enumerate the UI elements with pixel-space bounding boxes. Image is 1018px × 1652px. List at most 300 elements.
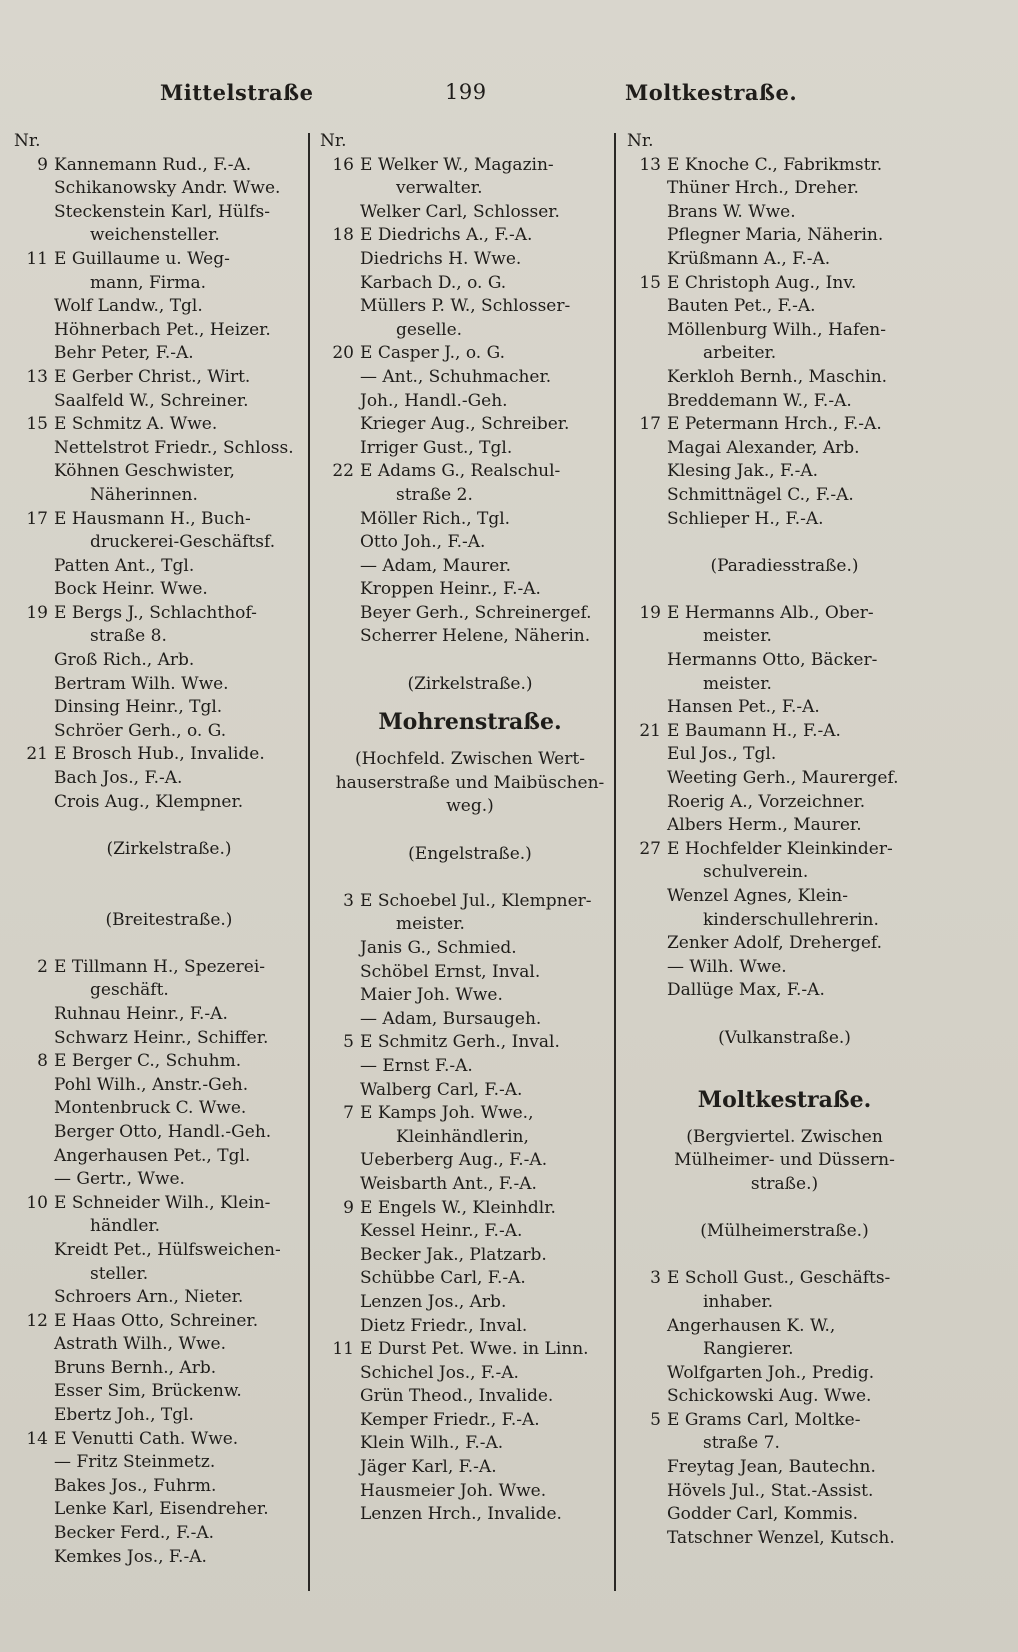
resident-line: [320, 1503, 620, 1527]
entry-text: Joh., Handl.-Geh.: [360, 390, 508, 411]
entry-text: schulverein.: [703, 862, 809, 883]
entry-text: Zenker Adolf, Drehergef.: [667, 933, 883, 954]
street-title: Moltkestraße.: [697, 1086, 872, 1113]
resident-line: [627, 979, 942, 1003]
street-note: Mülheimer- und Düssern-: [674, 1150, 895, 1171]
entry-text: E Petermann Hrch., F.-A.: [667, 414, 882, 435]
entry-text: Magai Alexander, Arb.: [667, 437, 860, 458]
house-entry: [14, 602, 324, 626]
entry-text: Kannemann Rud., F.-A.: [54, 154, 252, 175]
entry-text: Diedrichs H. Wwe.: [360, 248, 522, 269]
house-number: 21: [639, 720, 661, 741]
resident-line: [627, 1362, 942, 1386]
resident-line: [627, 1480, 942, 1504]
street-note: (Breitestraße.): [105, 909, 233, 930]
house-number: 15: [639, 272, 661, 293]
house-number: 13: [26, 366, 48, 387]
entry-text: Ruhnau Heinr., F.-A.: [54, 1003, 228, 1024]
house-number: 3: [343, 890, 354, 911]
house-number: 9: [343, 1197, 354, 1218]
entry-text: — Ant., Schuhmacher.: [360, 366, 552, 387]
house-entry: [627, 720, 942, 744]
resident-line: [320, 508, 620, 532]
resident-line: [627, 508, 942, 532]
resident-line: [320, 1008, 620, 1032]
entry-text: E Grams Carl, Moltke-: [667, 1409, 861, 1430]
entry-text: straße 8.: [90, 626, 167, 647]
resident-line: [320, 437, 620, 461]
entry-text: arbeiter.: [703, 343, 777, 364]
house-entry: [320, 1031, 620, 1055]
street-note: (Mülheimerstraße.): [700, 1221, 869, 1242]
entry-text: Roerig A., Vorzeichner.: [667, 791, 866, 812]
house-entry: [320, 460, 620, 484]
entry-text: Hansen Pet., F.-A.: [667, 697, 820, 718]
resident-line: [627, 932, 942, 956]
entry-text: Bruns Bernh., Arb.: [54, 1357, 217, 1378]
resident-line: [320, 1126, 620, 1150]
entry-text: E Venutti Cath. Wwe.: [54, 1428, 239, 1449]
resident-line: [14, 555, 324, 579]
entry-text: Janis G., Schmied.: [360, 938, 517, 958]
house-entry: [14, 413, 324, 437]
resident-line: [627, 248, 942, 272]
entry-text: Maier Joh. Wwe.: [360, 985, 503, 1006]
resident-line: [14, 342, 324, 366]
entry-text: geschäft.: [90, 980, 169, 1001]
entry-text: Karbach D., o. G.: [360, 272, 507, 293]
entry-text: Schikanowsky Andr. Wwe.: [54, 178, 281, 199]
resident-line: [627, 437, 942, 461]
resident-line: [14, 319, 324, 343]
house-number: 14: [26, 1428, 48, 1449]
resident-line: [627, 295, 942, 319]
blank-line: [14, 861, 324, 885]
resident-line: [627, 885, 942, 909]
entry-text: E Hochfelder Kleinkinder-: [667, 838, 893, 859]
entry-text: Hausmeier Joh. Wwe.: [360, 1480, 547, 1501]
entry-text: E Welker W., Magazin-: [360, 154, 554, 175]
resident-line: [627, 1456, 942, 1480]
resident-line: [14, 1522, 324, 1546]
house-number: 13: [639, 154, 661, 175]
column-2: [320, 130, 620, 1527]
entry-text: Kemper Friedr., F.-A.: [360, 1409, 540, 1430]
resident-line: [14, 1027, 324, 1051]
entry-text: Bauten Pet., F.-A.: [667, 296, 816, 317]
resident-line: [320, 602, 620, 626]
resident-line: [627, 366, 942, 390]
entry-text: Hermanns Otto, Bäcker-: [667, 650, 878, 671]
entry-text: meister.: [703, 673, 772, 694]
resident-line: [320, 484, 620, 508]
blank-line: [627, 1050, 942, 1074]
entry-text: E Durst Pet. Wwe. in Linn.: [360, 1339, 589, 1360]
resident-line: [14, 390, 324, 414]
entry-text: Albers Herm., Maurer.: [667, 815, 862, 836]
entry-text: Schröer Gerh., o. G.: [54, 720, 227, 741]
entry-text: Kemkes Jos., F.-A.: [54, 1546, 207, 1567]
entry-text: verwalter.: [396, 178, 483, 199]
resident-line: [14, 1498, 324, 1522]
entry-text: E Gerber Christ., Wirt.: [54, 366, 251, 387]
entry-text: Weisbarth Ant., F.-A.: [360, 1173, 537, 1194]
resident-line: [14, 531, 324, 555]
entry-text: Angerhausen Pet., Tgl.: [54, 1145, 251, 1166]
blank-line: [14, 932, 324, 956]
resident-line: [320, 1079, 620, 1103]
resident-line: [320, 1432, 620, 1456]
resident-line: [320, 578, 620, 602]
house-number: 2: [37, 956, 48, 977]
resident-line: [627, 319, 942, 343]
entry-text: Dietz Friedr., Inval.: [360, 1315, 528, 1336]
house-number: 10: [26, 1192, 48, 1213]
resident-line: [320, 961, 620, 985]
house-number: 15: [26, 414, 48, 435]
entry-text: Lenke Karl, Eisendreher.: [54, 1499, 269, 1520]
entry-text: Scherrer Helene, Näherin.: [360, 626, 591, 647]
resident-line: [14, 625, 324, 649]
resident-line: [627, 342, 942, 366]
resident-line: [320, 366, 620, 390]
entry-text: E Hermanns Alb., Ober-: [667, 602, 874, 623]
resident-line: [320, 1244, 620, 1268]
resident-line: [320, 1173, 620, 1197]
house-entry: [14, 1192, 324, 1216]
resident-line: [320, 201, 620, 225]
house-entry: [14, 1310, 324, 1334]
entry-text: Näherinnen.: [90, 484, 198, 505]
house-entry: [14, 1050, 324, 1074]
resident-line: [627, 484, 942, 508]
house-entry: [627, 1267, 942, 1291]
house-entry: [627, 154, 942, 178]
entry-text: E Knoche C., Fabrikmstr.: [667, 154, 883, 175]
entry-text: Pohl Wilh., Anstr.-Geh.: [54, 1074, 249, 1095]
entry-text: — Wilh. Wwe.: [667, 956, 787, 977]
entry-text: Beyer Gerh., Schreinergef.: [360, 602, 592, 623]
resident-line: [320, 1220, 620, 1244]
resident-line: [14, 720, 324, 744]
entry-text: — Fritz Steinmetz.: [54, 1452, 216, 1473]
resident-line: [14, 1003, 324, 1027]
entry-text: Kroppen Heinr., F.-A.: [360, 579, 541, 600]
entry-text: Wolf Landw., Tgl.: [54, 296, 203, 317]
entry-text: Tatschner Wenzel, Kutsch.: [667, 1527, 895, 1548]
resident-line: [14, 1380, 324, 1404]
resident-line: [320, 937, 620, 961]
resident-line: [320, 1149, 620, 1173]
resident-line: [14, 673, 324, 697]
house-entry: [14, 743, 324, 767]
entry-text: Köhnen Geschwister,: [54, 461, 235, 482]
entry-text: Möllenburg Wilh., Hafen-: [667, 319, 886, 340]
entry-text: Godder Carl, Kommis.: [667, 1504, 858, 1525]
entry-text: Breddemann W., F.-A.: [667, 390, 852, 411]
blank-line: [320, 819, 620, 843]
street-note: (Engelstraße.): [408, 843, 532, 864]
entry-text: Klesing Jak., F.-A.: [667, 461, 819, 482]
resident-line: [14, 1286, 324, 1310]
resident-line: [14, 1357, 324, 1381]
blank-line: [14, 885, 324, 909]
resident-line: [14, 578, 324, 602]
resident-line: [14, 1546, 324, 1570]
entry-text: Kerkloh Bernh., Maschin.: [667, 366, 888, 387]
house-number: 9: [37, 154, 48, 175]
resident-line: [14, 272, 324, 296]
resident-line: [14, 1097, 324, 1121]
house-number: 17: [26, 508, 48, 529]
street-note: (Bergviertel. Zwischen: [686, 1126, 883, 1147]
house-entry: [14, 508, 324, 532]
entry-text: Rangierer.: [703, 1339, 794, 1360]
resident-line: [14, 1121, 324, 1145]
entry-text: Höhnerbach Pet., Heizer.: [54, 319, 271, 340]
resident-line: [14, 484, 324, 508]
entry-text: steller.: [90, 1263, 149, 1284]
entry-text: Berger Otto, Handl.-Geh.: [54, 1121, 272, 1142]
street-note: (Paradiesstraße.): [710, 555, 859, 576]
entry-text: Becker Ferd., F.-A.: [54, 1523, 215, 1544]
blank-line: [627, 1244, 942, 1268]
entry-text: händler.: [90, 1216, 161, 1237]
resident-line: [14, 201, 324, 225]
resident-line: [627, 1527, 942, 1551]
entry-text: Groß Rich., Arb.: [54, 650, 195, 671]
resident-line: [320, 295, 620, 319]
resident-line: [14, 791, 324, 815]
resident-line: [320, 1267, 620, 1291]
house-entry: [14, 154, 324, 178]
entry-text: E Schmitz A. Wwe.: [54, 414, 218, 435]
entry-text: Schübbe Carl, F.-A.: [360, 1268, 526, 1289]
entry-text: meister.: [396, 914, 465, 935]
column-header-nr: Nr.: [320, 131, 347, 151]
resident-line: [627, 767, 942, 791]
entry-text: E Bergs J., Schlachthof-: [54, 602, 257, 623]
entry-text: Kleinhändlerin,: [396, 1126, 529, 1147]
house-number: 19: [26, 602, 48, 623]
resident-line: [320, 272, 620, 296]
entry-text: kinderschullehrerin.: [703, 909, 879, 930]
entry-text: Bakes Jos., Fuhrm.: [54, 1475, 217, 1496]
entry-text: Patten Ant., Tgl.: [54, 555, 195, 576]
resident-line: [627, 224, 942, 248]
entry-text: Kreidt Pet., Hülfsweichen-: [54, 1239, 281, 1260]
entry-text: Wenzel Agnes, Klein-: [667, 886, 848, 906]
house-entry: [320, 1338, 620, 1362]
resident-line: [320, 984, 620, 1008]
resident-line: [627, 791, 942, 815]
entry-text: inhaber.: [703, 1291, 774, 1312]
entry-text: Klein Wilh., F.-A.: [360, 1433, 504, 1454]
resident-line: [320, 913, 620, 937]
resident-line: [320, 248, 620, 272]
entry-text: Ebertz Joh., Tgl.: [54, 1405, 194, 1426]
resident-line: [627, 743, 942, 767]
page-number: 199: [445, 80, 487, 104]
entry-text: Bock Heinr. Wwe.: [54, 579, 208, 600]
entry-text: E Adams G., Realschul-: [360, 461, 561, 482]
blank-line: [14, 814, 324, 838]
entry-text: Thüner Hrch., Dreher.: [667, 178, 859, 199]
resident-line: [14, 1168, 324, 1192]
resident-line: [14, 437, 324, 461]
resident-line: [14, 295, 324, 319]
entry-text: Krüßmann A., F.-A.: [667, 248, 831, 269]
resident-line: [627, 956, 942, 980]
resident-line: [14, 1263, 324, 1287]
entry-text: Jäger Karl, F.-A.: [360, 1457, 497, 1478]
entry-text: E Christoph Aug., Inv.: [667, 272, 857, 293]
resident-line: [627, 177, 942, 201]
street-note: (Hochfeld. Zwischen Wert-: [355, 749, 585, 770]
house-entry: [14, 956, 324, 980]
entry-text: Eul Jos., Tgl.: [667, 744, 777, 765]
resident-line: [320, 390, 620, 414]
entry-text: druckerei-Geschäftsf.: [90, 532, 276, 553]
entry-text: Wolfgarten Joh., Predig.: [667, 1362, 875, 1383]
entry-text: Brans W. Wwe.: [667, 201, 796, 222]
entry-text: mann, Firma.: [90, 272, 206, 293]
resident-line: [14, 1215, 324, 1239]
entry-text: Steckenstein Karl, Hülfs-: [54, 201, 270, 222]
entry-text: Otto Joh., F.-A.: [360, 532, 486, 553]
resident-line: [320, 1480, 620, 1504]
entry-text: Montenbruck C. Wwe.: [54, 1098, 247, 1119]
entry-text: Schöbel Ernst, Inval.: [360, 961, 541, 982]
house-entry: [320, 890, 620, 914]
street-note: (Zirkelstraße.): [106, 838, 232, 859]
entry-text: Esser Sim, Brückenw.: [54, 1381, 242, 1402]
house-number: 11: [332, 1339, 354, 1360]
entry-text: Schwarz Heinr., Schiffer.: [54, 1027, 269, 1048]
resident-line: [320, 177, 620, 201]
resident-line: [627, 1385, 942, 1409]
resident-line: [320, 319, 620, 343]
entry-text: Schichel Jos., F.-A.: [360, 1362, 519, 1383]
entry-text: Lenzen Jos., Arb.: [360, 1291, 507, 1312]
entry-text: E Brosch Hub., Invalide.: [54, 744, 265, 765]
entry-text: Schickowski Aug. Wwe.: [667, 1386, 872, 1407]
resident-line: [627, 696, 942, 720]
resident-line: [14, 224, 324, 248]
blank-line: [627, 1003, 942, 1027]
entry-text: Kessel Heinr., F.-A.: [360, 1221, 523, 1242]
resident-line: [627, 201, 942, 225]
entry-text: E Casper J., o. G.: [360, 343, 505, 364]
entry-text: E Berger C., Schuhm.: [54, 1051, 242, 1072]
house-number: 16: [332, 154, 354, 175]
entry-text: — Ernst F.-A.: [360, 1055, 473, 1076]
header-left-street: Mittelstraße: [160, 80, 314, 105]
blank-line: [320, 649, 620, 673]
house-number: 7: [343, 1103, 354, 1124]
resident-line: [627, 1291, 942, 1315]
resident-line: [14, 1239, 324, 1263]
entry-text: E Baumann H., F.-A.: [667, 720, 841, 741]
house-number: 5: [650, 1409, 661, 1430]
entry-text: Nettelstrot Friedr., Schloss.: [54, 437, 294, 458]
entry-text: — Adam, Maurer.: [360, 555, 511, 576]
entry-text: Schmittnägel C., F.-A.: [667, 484, 854, 505]
resident-line: [627, 390, 942, 414]
entry-text: Welker Carl, Schlosser.: [360, 201, 560, 222]
entry-text: Lenzen Hrch., Invalide.: [360, 1504, 562, 1525]
resident-line: [320, 1362, 620, 1386]
house-entry: [14, 366, 324, 390]
resident-line: [320, 413, 620, 437]
entry-text: — Adam, Bursaugeh.: [360, 1008, 542, 1029]
house-entry: [627, 838, 942, 862]
entry-text: E Haas Otto, Schreiner.: [54, 1310, 259, 1331]
entry-text: E Hausmann H., Buch-: [54, 508, 251, 529]
house-number: 18: [332, 225, 354, 246]
column-1: [14, 130, 324, 1569]
entry-text: Freytag Jean, Bautechn.: [667, 1457, 876, 1478]
entry-text: Schroers Arn., Nieter.: [54, 1287, 244, 1308]
resident-line: [14, 1333, 324, 1357]
blank-line: [627, 531, 942, 555]
entry-text: meister.: [703, 626, 772, 647]
blank-line: [627, 578, 942, 602]
entry-text: E Kamps Joh. Wwe.,: [360, 1103, 534, 1124]
resident-line: [627, 649, 942, 673]
resident-line: [320, 555, 620, 579]
blank-line: [627, 1197, 942, 1221]
resident-line: [627, 1338, 942, 1362]
entry-text: Müllers P. W., Schlosser-: [360, 296, 571, 317]
entry-text: Saalfeld W., Schreiner.: [54, 390, 249, 411]
resident-line: [627, 1503, 942, 1527]
entry-text: E Diedrichs A., F.-A.: [360, 225, 533, 246]
entry-text: Schlieper H., F.-A.: [667, 508, 824, 529]
resident-line: [14, 1475, 324, 1499]
entry-text: straße 7.: [703, 1433, 780, 1454]
house-entry: [14, 248, 324, 272]
header-right-street: Moltkestraße.: [625, 80, 798, 105]
resident-line: [14, 177, 324, 201]
house-entry: [627, 413, 942, 437]
house-number: 22: [332, 461, 354, 482]
entry-text: Grün Theod., Invalide.: [360, 1386, 554, 1407]
column-header-nr: Nr.: [14, 131, 41, 151]
entry-text: Angerhausen K. W.,: [667, 1315, 836, 1336]
blank-line: [320, 866, 620, 890]
resident-line: [627, 814, 942, 838]
street-note: straße.): [750, 1173, 819, 1194]
house-entry: [320, 1197, 620, 1221]
entry-text: Hövels Jul., Stat.-Assist.: [667, 1480, 874, 1501]
resident-line: [14, 1145, 324, 1169]
entry-text: Irriger Gust., Tgl.: [360, 437, 513, 458]
house-entry: [14, 1428, 324, 1452]
resident-line: [14, 1451, 324, 1475]
entry-text: Astrath Wilh., Wwe.: [54, 1334, 226, 1355]
resident-line: [320, 1315, 620, 1339]
resident-line: [14, 979, 324, 1003]
entry-text: Walberg Carl, F.-A.: [360, 1079, 523, 1100]
resident-line: [627, 861, 942, 885]
resident-line: [320, 1055, 620, 1079]
entry-text: E Scholl Gust., Geschäfts-: [667, 1268, 891, 1289]
resident-line: [627, 460, 942, 484]
entry-text: weichensteller.: [90, 225, 220, 246]
entry-text: E Schoebel Jul., Klempner-: [360, 890, 592, 911]
entry-text: Möller Rich., Tgl.: [360, 508, 511, 529]
